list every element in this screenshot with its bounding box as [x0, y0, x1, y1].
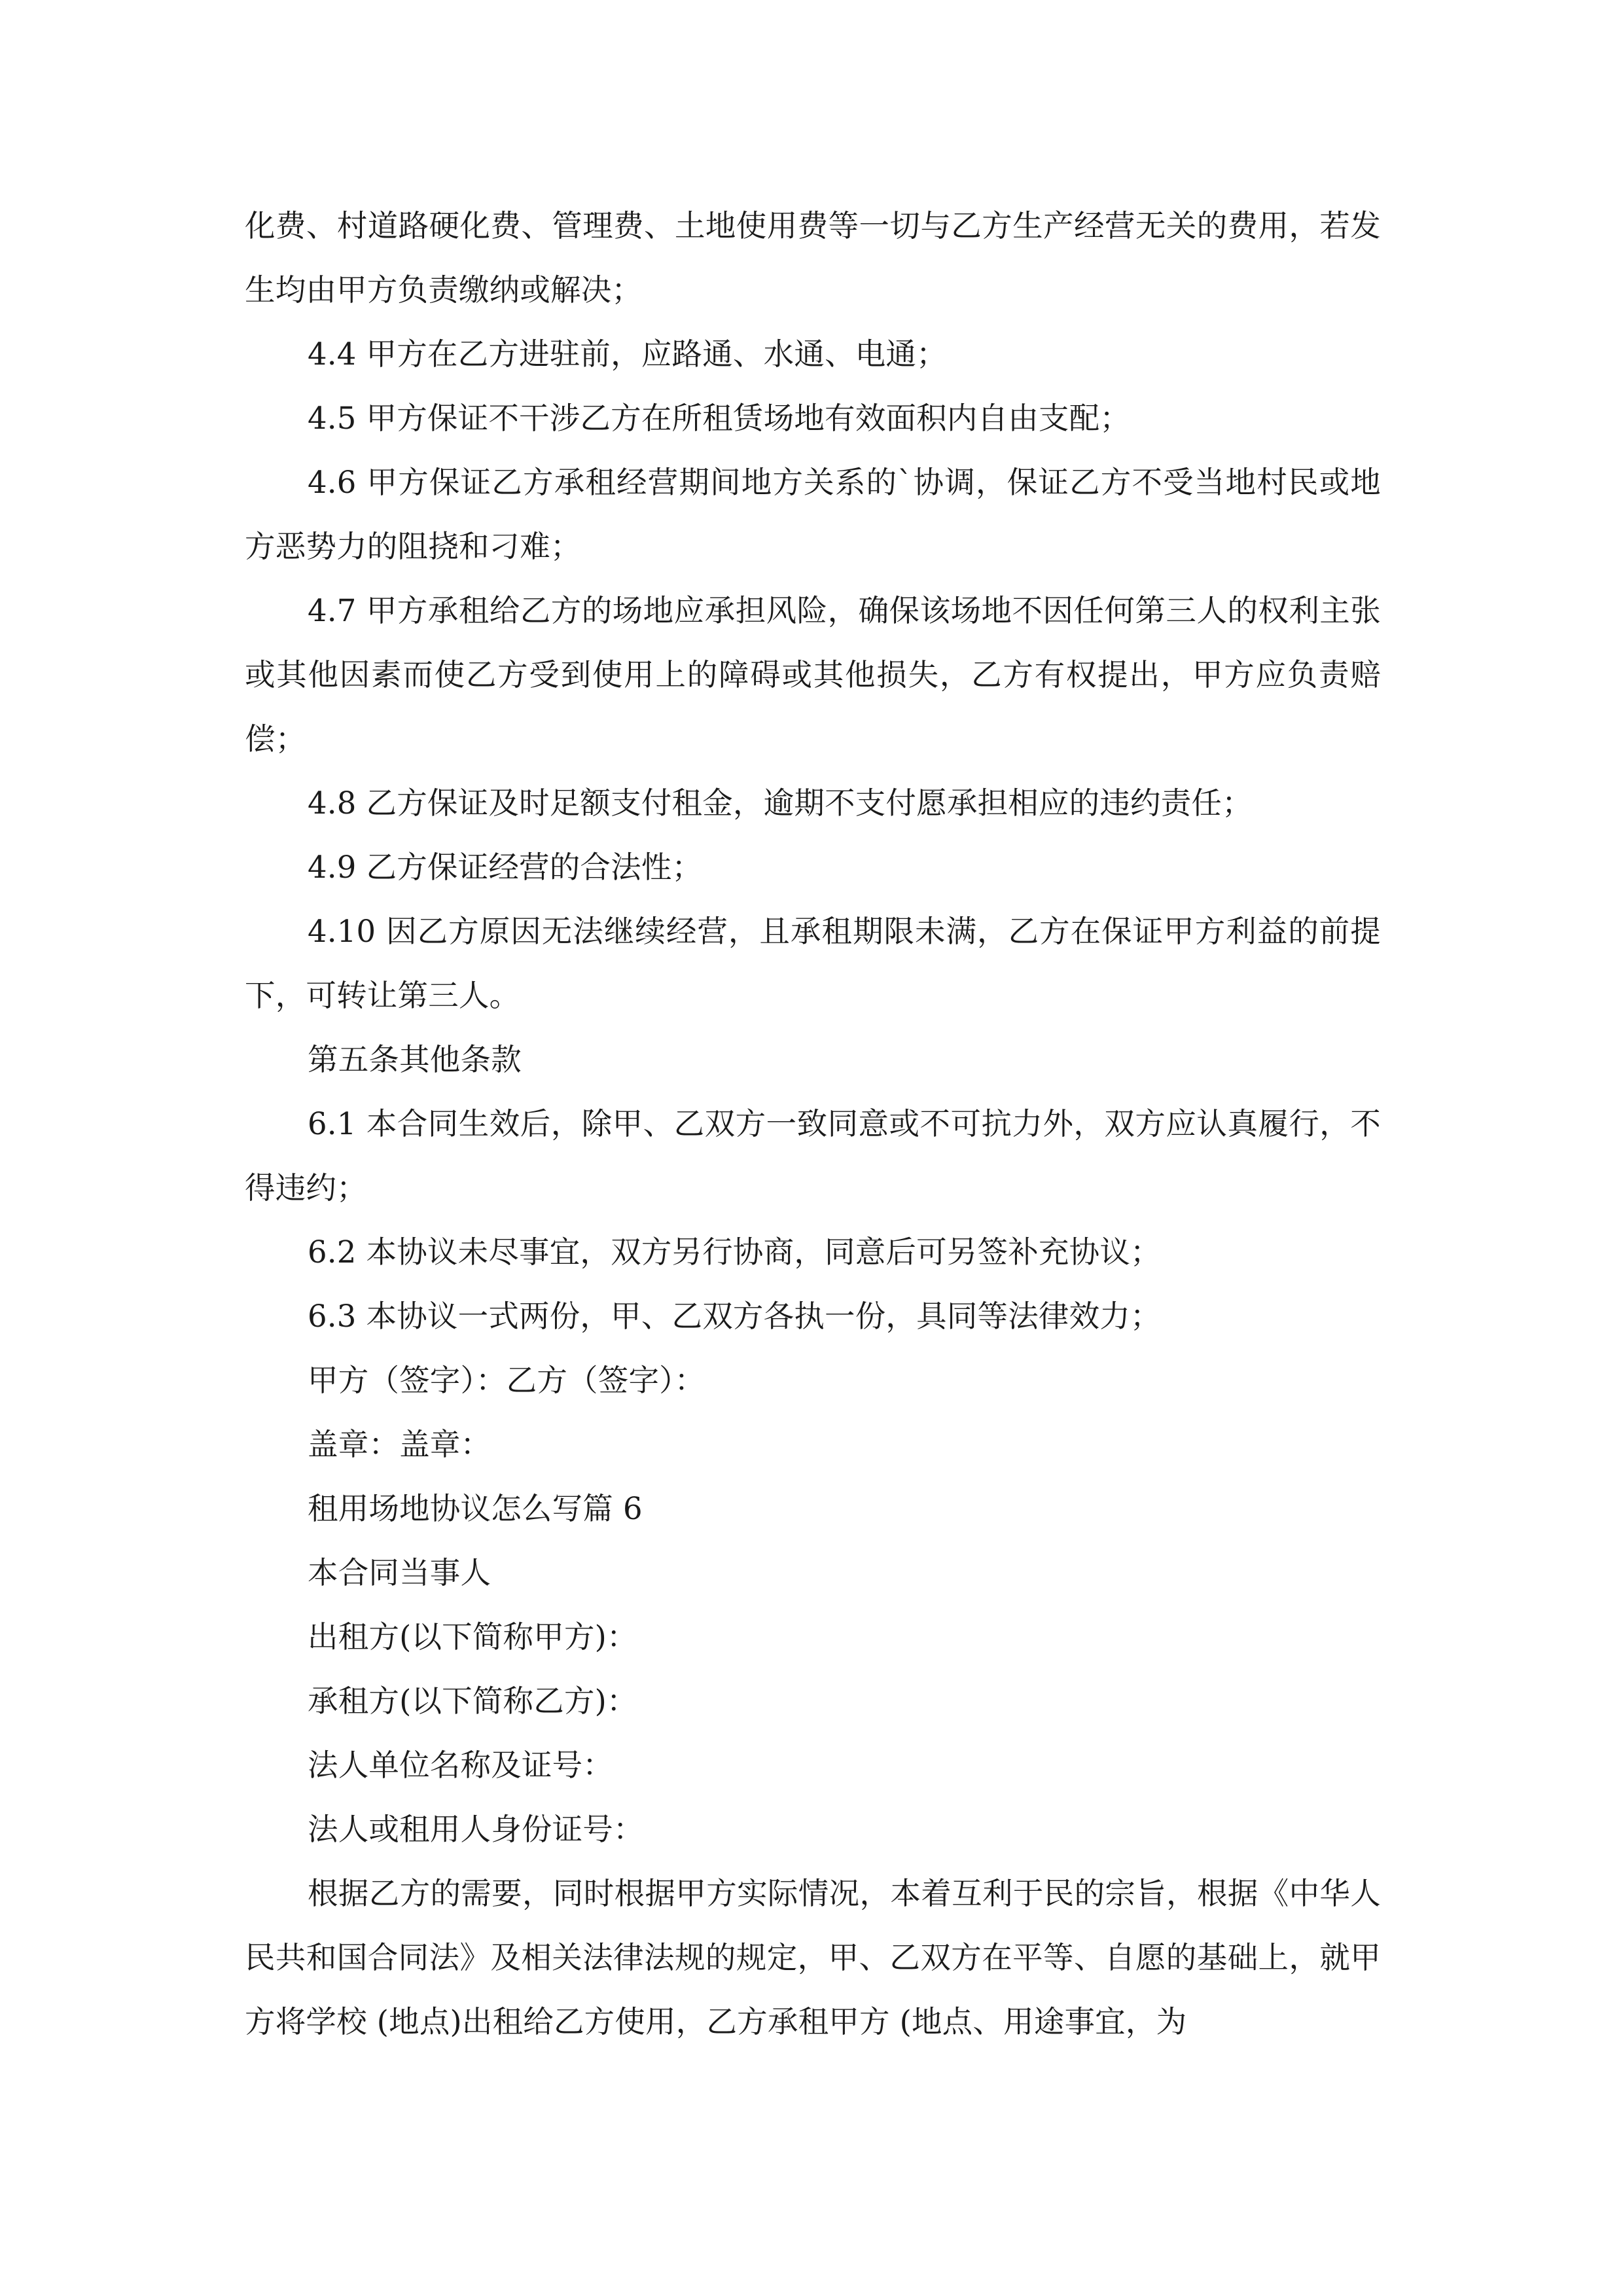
paragraph-preamble: 根据乙方的需要，同时根据甲方实际情况，本着互利于民的宗旨，根据《中华人民共和国合同法》及相关法律法规的规定，甲、乙双方在平等、自愿的基础上，就甲方将学校 (地点)出租给乙方使用，乙方承租甲方 (地点、用途事宜，为 — [245, 1876, 1381, 2039]
document-body — [245, 194, 1381, 2054]
lessee-field: 承租方(以下简称乙方)： — [308, 1683, 637, 1719]
lessor-field: 出租方(以下简称甲方)： — [308, 1619, 637, 1655]
seal-line: 盖章：盖章： — [308, 1427, 491, 1462]
paragraph-4-10: 4.10 因乙方原因无法继续经营，且承租期限未满，乙方在保证甲方利益的前提下，可转让第三人。 — [245, 914, 1381, 1013]
legal-entity-field: 法人单位名称及证号： — [308, 1748, 613, 1783]
section-heading-article-5: 第五条其他条款 — [308, 1042, 522, 1077]
paragraph-4-5: 4.5 甲方保证不干涉乙方在所租赁场地有效面积内自由支配； — [308, 401, 1131, 436]
paragraph-4-7: 4.7 甲方承租给乙方的场地应承担风险，确保该场地不因任何第三人的权利主张或其他因素而使乙方受到使用上的障碍或其他损失，乙方有权提出，甲方应负责赔偿； — [245, 593, 1381, 757]
paragraph-6-2: 6.2 本协议未尽事宜，双方另行协商，同意后可另签补充协议； — [308, 1234, 1161, 1270]
paragraph-6-3: 6.3 本协议一式两份，甲、乙双方各执一份，具同等法律效力； — [308, 1299, 1161, 1334]
paragraph-4-8: 4.8 乙方保证及时足额支付租金，逾期不支付愿承担相应的违约责任； — [308, 785, 1253, 821]
signature-line: 甲方（签字）：乙方（签字）： — [308, 1363, 705, 1398]
paragraph-4-4: 4.4 甲方在乙方进驻前，应路通、水通、电通； — [308, 336, 947, 372]
id-number-field: 法人或租用人身份证号： — [308, 1812, 644, 1847]
paragraph-fees: 化费、村道路硬化费、管理费、土地使用费等一切与乙方生产经营无关的费用，若发生均由甲方负责缴纳或解决； — [245, 208, 1381, 308]
parties-heading: 本合同当事人 — [308, 1555, 491, 1590]
paragraph-6-1: 6.1 本合同生效后，除甲、乙双方一致同意或不可抗力外，双方应认真履行，不得违约； — [245, 1106, 1381, 1206]
paragraph-4-9: 4.9 乙方保证经营的合法性； — [308, 850, 703, 885]
paragraph-4-6: 4.6 甲方保证乙方承租经营期间地方关系的`协调，保证乙方不受当地村民或地方恶势力的阻挠和刁难； — [245, 465, 1381, 564]
article-title-6: 租用场地协议怎么写篇 6 — [308, 1491, 643, 1526]
